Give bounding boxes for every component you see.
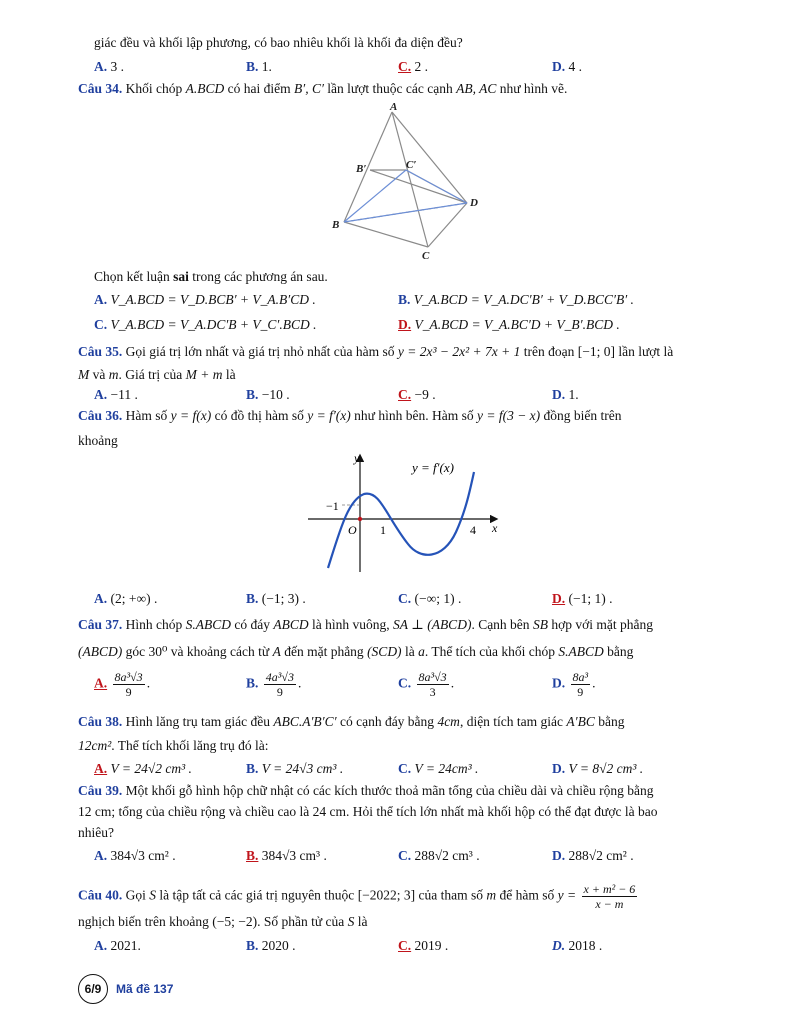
q40-option-b[interactable]	[246, 937, 296, 955]
text: để hàm số	[499, 887, 555, 903]
option-label: B.	[246, 59, 259, 74]
math: y = f′(x)	[307, 408, 351, 423]
option-label: D.	[552, 387, 566, 402]
page-number-badge: 6/9	[78, 974, 108, 1004]
math: m	[486, 887, 497, 903]
option-text: (−1; 3) .	[261, 591, 306, 606]
label-A: A	[390, 101, 398, 113]
q35-stem	[78, 343, 673, 361]
graph-tick-neg1: −1	[326, 499, 339, 513]
page-footer	[78, 974, 173, 1004]
math: y = f(3 − x)	[476, 408, 541, 423]
text: Chọn kết luận	[94, 269, 170, 284]
graph-tick-4: 4	[470, 523, 476, 537]
intro-option-c[interactable]	[398, 58, 428, 76]
label-C-prime: C′	[406, 159, 417, 171]
q36-option-b[interactable]	[246, 590, 306, 608]
math: 12 cm	[78, 804, 112, 819]
text: đồng biến trên	[543, 408, 622, 423]
option-label: D.	[552, 675, 566, 691]
text: của tham số	[418, 887, 484, 903]
option-label: A.	[94, 848, 108, 863]
option-text: 3 .	[110, 59, 124, 74]
q38-option-c[interactable]	[398, 760, 478, 778]
text: Gọi giá trị lớn nhất và giá trị nhỏ nhất của hàm số	[125, 344, 395, 359]
text: là	[404, 644, 415, 659]
option-text: 2018 .	[568, 938, 603, 953]
option-label-correct: A.	[94, 761, 108, 776]
math: B′, C′	[294, 81, 324, 96]
option-text: 1.	[261, 59, 272, 74]
math: A′BC	[566, 714, 595, 729]
option-label: C.	[398, 675, 412, 691]
math: 12cm²	[78, 738, 112, 753]
text: lần lượt thuộc các cạnh	[327, 81, 453, 96]
option-text: (−∞; 1) .	[414, 591, 462, 606]
option-text: 4 .	[568, 59, 582, 74]
intro-option-d[interactable]	[552, 58, 582, 76]
q40-option-d[interactable]	[552, 937, 602, 955]
math: M + m	[185, 367, 223, 382]
option-label: B.	[246, 591, 259, 606]
option-text: V_A.BCD = V_A.DC′B′ + V_D.BCC′B′ .	[413, 292, 634, 307]
option-text: V = 24cm³ .	[414, 761, 479, 776]
question-number: Câu 37.	[78, 617, 123, 632]
math: 24 cm	[312, 804, 347, 819]
graph-x-label: x	[492, 521, 498, 535]
question-number: Câu 40.	[78, 887, 123, 903]
q40-option-a[interactable]	[94, 937, 141, 955]
text: , diện tích tam giác	[459, 714, 564, 729]
q34-option-a[interactable]	[94, 291, 316, 309]
math: M	[78, 367, 90, 382]
option-label: C.	[398, 761, 412, 776]
q38-option-b[interactable]	[246, 760, 343, 778]
text: như hình vẽ.	[499, 81, 568, 96]
option-text: 2021.	[110, 938, 141, 953]
option-text: −9 .	[414, 387, 436, 402]
text: . Thể tích của khối chóp	[424, 644, 556, 659]
q34-option-d[interactable]	[398, 316, 620, 334]
text: lần lượt là	[618, 344, 674, 359]
option-text: −11 .	[110, 387, 138, 402]
option-label: A.	[94, 591, 108, 606]
graph-curve-label: y = f′(x)	[412, 460, 454, 475]
text: trong các phương án sau.	[192, 269, 328, 284]
option-text: (2; +∞) .	[110, 591, 158, 606]
option-label: B.	[246, 675, 259, 691]
text: . Số phần tử của	[257, 914, 345, 929]
text: là tập tất cả các giá trị nguyên thuộc	[159, 887, 355, 903]
option-label: A.	[94, 938, 108, 953]
option-label-correct: C.	[398, 938, 412, 953]
q34-prompt	[94, 268, 328, 286]
math: 30⁰	[148, 644, 168, 659]
q37-option-c[interactable]: C. $\frac{\text{8a³√3}}{3}$ .	[398, 670, 455, 699]
intro-option-b[interactable]	[246, 58, 272, 76]
text: Một khối gỗ hình hộp chữ nhật có các kích thước thoả mãn tổng của chiều dài và chiều rộng bằng	[125, 783, 654, 798]
q39-option-c[interactable]	[398, 847, 480, 865]
q39-option-a[interactable]	[94, 847, 176, 865]
exam-code: Mã đề 137	[116, 982, 174, 996]
text: Hình lăng trụ tam giác đều	[125, 714, 270, 729]
q36-option-d[interactable]	[552, 590, 612, 608]
pyramid-figure	[320, 100, 500, 265]
q40-stem-2	[78, 913, 368, 931]
math: (SCD)	[367, 644, 402, 659]
q35-option-b[interactable]	[246, 386, 290, 404]
text: đến mặt phẳng	[284, 644, 364, 659]
q36-option-c[interactable]	[398, 590, 461, 608]
intro-text: giác đều và khối lập phương, có bao nhiêu khối là khối đa diện đều?	[94, 35, 463, 50]
math: SB	[532, 617, 548, 632]
q37-option-d[interactable]: D. $\frac{\text{8a³}}{9}$ .	[552, 670, 596, 699]
text: có đáy	[234, 617, 270, 632]
text: . Giá trị của	[118, 367, 183, 382]
fraction: $\frac{\text{x + m² − 6}}{x - m}$	[583, 882, 636, 911]
option-text: V_A.BCD = V_D.BCB′ + V_A.B′CD .	[110, 292, 316, 307]
option-label: D.	[552, 938, 566, 953]
option-text: V_A.BCD = V_A.BC′D + V_B′.BCD .	[414, 317, 620, 332]
math: ABCD	[273, 617, 309, 632]
text: có cạnh đáy bằng	[339, 714, 435, 729]
text: hợp với mặt phẳng	[551, 617, 653, 632]
question-number: Câu 36.	[78, 408, 123, 423]
q39-stem-3: nhiêu?	[78, 825, 114, 840]
q39-stem-2	[78, 803, 657, 821]
option-text: 1.	[568, 387, 579, 402]
q34-option-c[interactable]	[94, 316, 317, 334]
option-text: V = 8√2 cm³ .	[568, 761, 644, 776]
q37-stem-2	[78, 643, 633, 661]
q38-option-a[interactable]	[94, 760, 192, 778]
q36-stem	[78, 407, 622, 425]
q34-stem	[78, 80, 567, 98]
q37-option-a[interactable]: A. $\frac{\text{8a³√3}}{9}$ .	[94, 670, 151, 699]
question-number: Câu 39.	[78, 783, 123, 798]
q39-option-d[interactable]	[552, 847, 634, 865]
option-text: −10 .	[261, 387, 290, 402]
text: . Thể tích khối lăng trụ đó là:	[111, 738, 269, 753]
text: ; tổng của chiều rộng và chiều cao là	[111, 804, 310, 819]
text: bằng	[607, 644, 634, 659]
option-label-correct: C.	[398, 387, 412, 402]
fraction: $\frac{\text{8a³}}{9}$	[572, 670, 589, 699]
option-label: B.	[246, 761, 259, 776]
question-number: Câu 35.	[78, 344, 123, 359]
fraction: $\frac{\text{8a³√3}}{3}$	[418, 670, 447, 699]
option-label: C.	[94, 317, 108, 332]
text: Hình chóp	[125, 617, 183, 632]
question-number: Câu 34.	[78, 81, 123, 96]
option-text: 2 .	[414, 59, 428, 74]
q36-option-a[interactable]	[94, 590, 157, 608]
text: nghịch biến trên khoảng	[78, 914, 209, 929]
math: (−5; −2)	[212, 914, 258, 929]
text: bằng	[598, 714, 625, 729]
math: ABC.A′B′C′	[273, 714, 337, 729]
option-text: 2020 .	[261, 938, 296, 953]
math: [−2022; 3]	[357, 887, 416, 903]
derivative-graph	[308, 450, 508, 580]
text: là	[357, 914, 368, 929]
q35-option-a[interactable]	[94, 386, 138, 404]
option-text: 2019 .	[414, 938, 449, 953]
text: góc	[125, 644, 146, 659]
q37-option-b[interactable]: B. $\frac{\text{4a³√3}}{9}$ .	[246, 670, 302, 699]
text: . Cạnh bên	[471, 617, 530, 632]
fraction: $\frac{\text{4a³√3}}{9}$	[265, 670, 294, 699]
math: y =	[557, 887, 577, 903]
math: A	[272, 644, 281, 659]
q39-stem	[78, 782, 654, 800]
option-label-correct: C.	[398, 59, 412, 74]
option-label: C.	[398, 591, 412, 606]
graph-origin: O	[348, 523, 357, 537]
option-label-correct: D.	[398, 317, 412, 332]
text: và	[92, 367, 106, 382]
math: y = f(x)	[170, 408, 212, 423]
math: y = 2x³ − 2x² + 7x + 1	[397, 344, 521, 359]
option-text: 384√3 cm² .	[110, 848, 176, 863]
q35-stem-2	[78, 366, 236, 384]
label-C: C	[422, 250, 430, 262]
math: S	[149, 887, 157, 903]
text: Khối chóp	[125, 81, 183, 96]
option-label: D.	[552, 59, 566, 74]
option-text: (−1; 1) .	[568, 591, 613, 606]
text: và khoảng cách từ	[170, 644, 270, 659]
option-label: A.	[94, 292, 108, 307]
text: có đồ thị hàm số	[214, 408, 304, 423]
option-text: 288√2 cm² .	[568, 848, 634, 863]
q35-option-d[interactable]	[552, 386, 579, 404]
option-label: B.	[246, 387, 259, 402]
option-text: 288√2 cm³ .	[414, 848, 480, 863]
question-number: Câu 38.	[78, 714, 123, 729]
text: như hình bên. Hàm số	[354, 408, 474, 423]
text: là hình vuông,	[312, 617, 390, 632]
text: Gọi	[125, 887, 146, 903]
math: (ABCD)	[78, 644, 123, 659]
label-B: B	[332, 219, 340, 231]
option-label: B.	[398, 292, 411, 307]
option-text: 384√3 cm³ .	[261, 848, 327, 863]
math: S.ABCD	[558, 644, 604, 659]
math: S.ABCD	[185, 617, 232, 632]
math: A.BCD	[185, 81, 225, 96]
q40-option-c[interactable]	[398, 937, 448, 955]
q39-option-b[interactable]	[246, 847, 327, 865]
fraction: $\frac{\text{8a³√3}}{9}$	[114, 670, 143, 699]
text: Hàm số	[125, 408, 168, 423]
option-label-correct: D.	[552, 591, 566, 606]
option-text: V_A.BCD = V_A.DC′B + V_C′.BCD .	[110, 317, 317, 332]
option-label: D.	[552, 761, 566, 776]
q36-stem-2: khoảng	[78, 433, 118, 448]
q35-option-c[interactable]	[398, 386, 436, 404]
graph-tick-1: 1	[380, 523, 386, 537]
label-D: D	[470, 197, 478, 209]
q37-stem	[78, 616, 653, 634]
text-bold: sai	[173, 269, 189, 284]
intro-option-a[interactable]	[94, 58, 124, 76]
option-label-correct: B.	[246, 848, 259, 863]
option-label: B.	[246, 938, 259, 953]
math: AB, AC	[456, 81, 497, 96]
option-text: V = 24√3 cm³ .	[261, 761, 344, 776]
text: là	[225, 367, 236, 382]
option-label: A.	[94, 59, 108, 74]
label-B-prime: B′	[356, 163, 367, 175]
math: [−1; 0]	[577, 344, 615, 359]
graph-y-label: y	[354, 451, 360, 465]
q40-stem	[78, 882, 639, 911]
text: có hai điểm	[227, 81, 291, 96]
text: trên đoạn	[523, 344, 575, 359]
option-label: A.	[94, 387, 108, 402]
option-label: D.	[552, 848, 566, 863]
text: . Hỏi thể tích lớn nhất mà khối hộp có thể đạt được là bao	[346, 804, 658, 819]
math: S	[347, 914, 355, 929]
math: SA ⊥ (ABCD)	[393, 617, 472, 632]
q38-stem-2	[78, 737, 269, 755]
math: 4cm	[437, 714, 460, 729]
q38-option-d[interactable]	[552, 760, 643, 778]
option-label: C.	[398, 848, 412, 863]
q38-stem	[78, 713, 624, 731]
q34-option-b[interactable]	[398, 291, 634, 309]
option-label-correct: A.	[94, 675, 108, 691]
math: a	[418, 644, 425, 659]
option-text: V = 24√2 cm³ .	[110, 761, 192, 776]
math: m	[108, 367, 119, 382]
